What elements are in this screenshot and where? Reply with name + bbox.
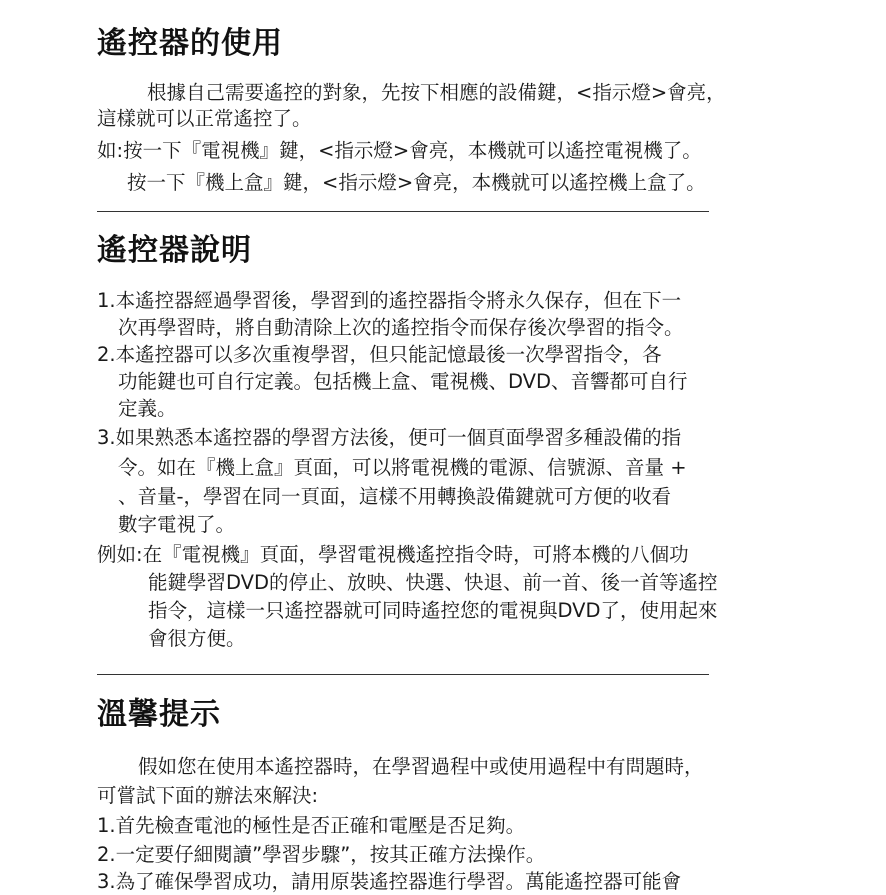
tips-line-2: 可嘗試下面的辦法來解決: bbox=[97, 784, 319, 807]
usage-line-4: 按一下『機上盒』鍵，<指示燈>會亮，本機就可以遙控機上盒了。 bbox=[127, 171, 706, 194]
description-line-12: 指令，這樣一只遙控器就可同時遙控您的電視與DVD了，使用起來 bbox=[148, 599, 718, 622]
description-line-2: 次再學習時，將自動清除上次的遙控指令而保存後次學習的指令。 bbox=[118, 316, 684, 339]
usage-line-2: 這樣就可以正常遙控了。 bbox=[97, 107, 312, 130]
tips-line-1: 假如您在使用本遙控器時，在學習過程中或使用過程中有問題時， bbox=[138, 755, 704, 778]
description-line-6: 3.如果熟悉本遙控器的學習方法後，便可一個頁面學習多種設備的指 bbox=[97, 426, 682, 449]
description-line-5: 定義。 bbox=[118, 397, 177, 420]
description-line-13: 會很方便。 bbox=[148, 627, 246, 650]
tips-line-3: 1.首先檢查電池的極性是否正確和電壓是否足夠。 bbox=[97, 814, 526, 837]
description-line-9: 數字電視了。 bbox=[118, 513, 236, 536]
description-line-11: 能鍵學習DVD的停止、放映、快選、快退、前一首、後一首等遙控 bbox=[148, 571, 718, 594]
section-title-usage: 遙控器的使用 bbox=[97, 26, 283, 61]
description-line-1: 1.本遙控器經過學習後，學習到的遙控器指令將永久保存，但在下一 bbox=[97, 289, 682, 312]
tips-line-5: 3.為了確保學習成功，請用原裝遙控器進行學習。萬能遙控器可能會 bbox=[97, 870, 682, 893]
description-line-4: 功能鍵也可自行定義。包括機上盒、電視機、DVD、音響都可自行 bbox=[118, 370, 688, 393]
usage-line-1: 根據自己需要遙控的對象，先按下相應的設備鍵，<指示燈>會亮， bbox=[147, 81, 726, 104]
usage-line-3: 如:按一下『電視機』鍵，<指示燈>會亮，本機就可以遙控電視機了。 bbox=[97, 139, 702, 162]
section-title-description: 遙控器說明 bbox=[97, 233, 252, 268]
description-line-7: 令。如在『機上盒』頁面，可以將電視機的電源、信號源、音量 + bbox=[118, 456, 687, 479]
section-title-tips: 溫馨提示 bbox=[97, 697, 221, 732]
divider bbox=[97, 674, 709, 675]
description-line-8: 、音量-，學習在同一頁面，這樣不用轉換設備鍵就可方便的收看 bbox=[118, 485, 672, 508]
tips-line-4: 2.一定要仔細閱讀”學習步驟”，按其正確方法操作。 bbox=[97, 843, 546, 866]
divider bbox=[97, 211, 709, 212]
description-line-3: 2.本遙控器可以多次重複學習，但只能記憶最後一次學習指令，各 bbox=[97, 343, 662, 366]
description-line-10: 例如:在『電視機』頁面，學習電視機遙控指令時，可將本機的八個功 bbox=[97, 543, 689, 566]
